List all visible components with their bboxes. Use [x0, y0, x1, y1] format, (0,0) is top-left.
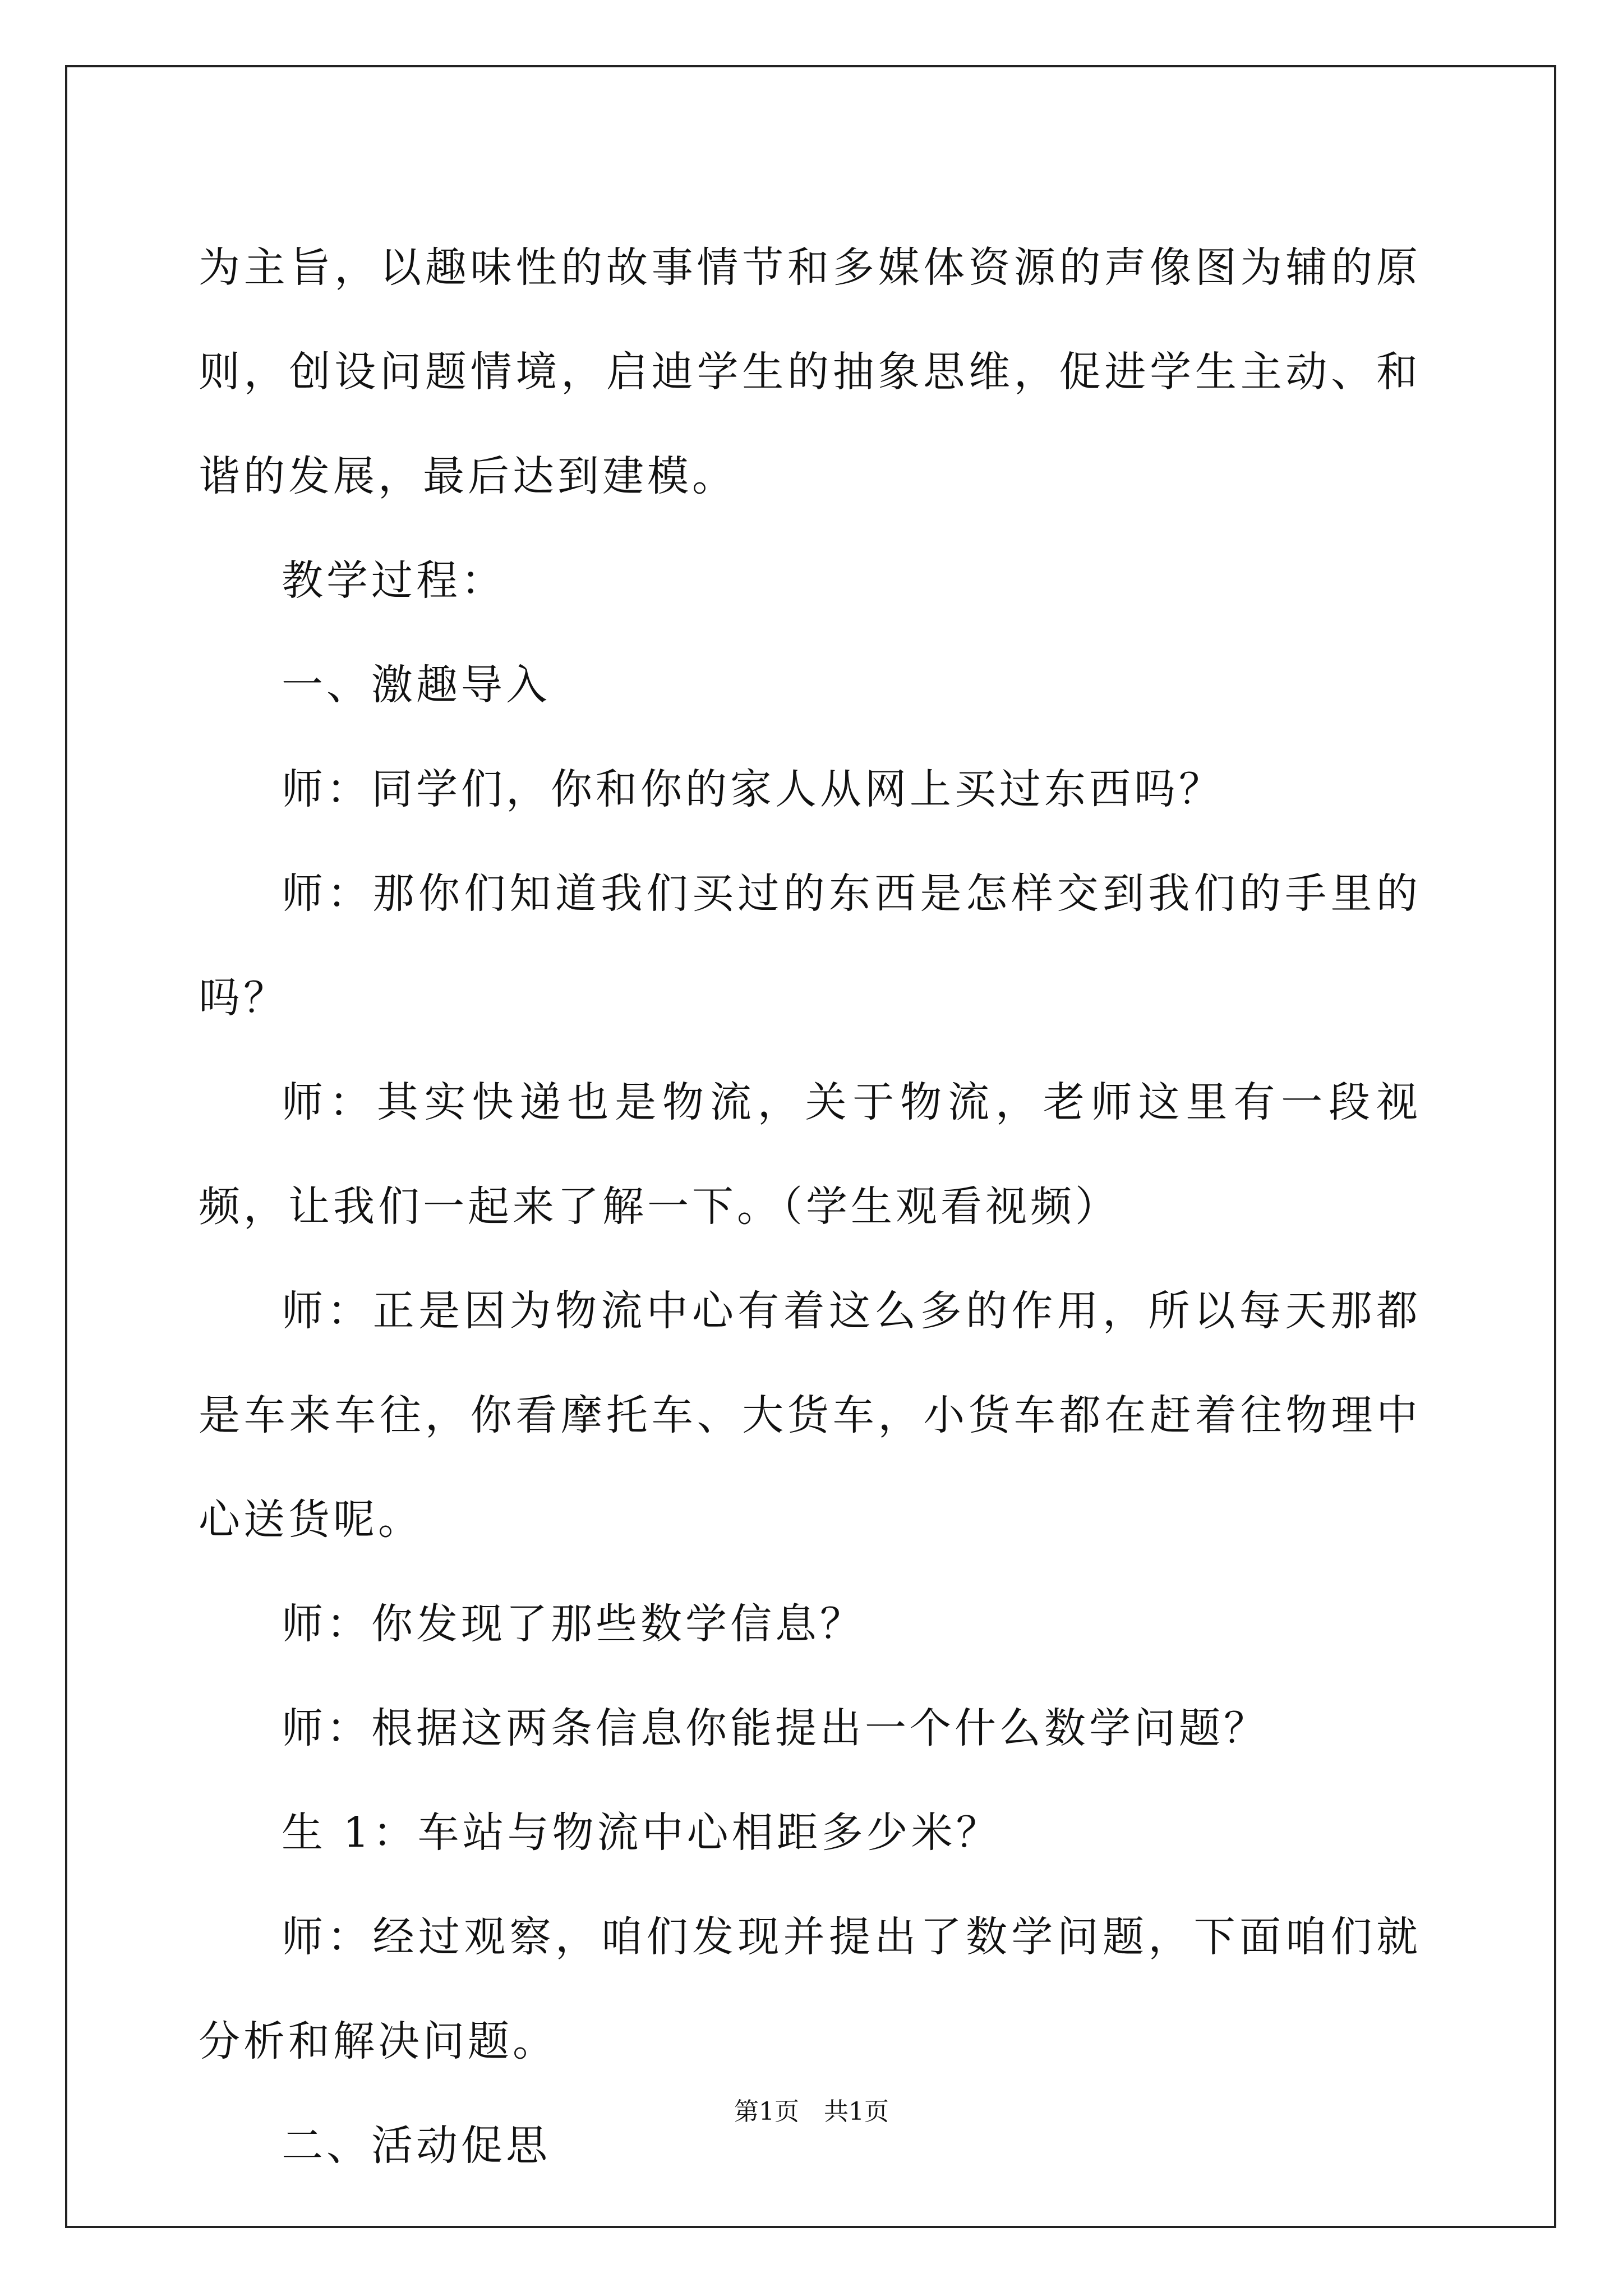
section-heading-2: 二、活动促思 — [282, 2122, 551, 2170]
section-heading-1: 一、激趣导入 — [282, 661, 551, 709]
paragraph-intro-continuation: 为主旨，以趣味性的故事情节和多媒体资源的声像图为辅的原则，创设问题情境，启迪学生的抽象思维，促进学生主动、和谐的发展，最后达到建模。 — [199, 243, 1421, 500]
dialogue-line: 师：同学们，你和你的家人从网上买过东西吗？ — [282, 765, 1224, 813]
page-number-footer: 第1页 共1页 — [734, 2097, 889, 2126]
dialogue-line: 师：你发现了那些数学信息？ — [282, 1600, 865, 1648]
dialogue-line: 师：其实快递也是物流，关于物流，老师这里有一段视频，让我们一起来了解一下。（学生观看视频） — [199, 1078, 1421, 1231]
dialogue-line: 师：经过观察，咱们发现并提出了数学问题，下面咱们就分析和解决问题。 — [199, 1913, 1421, 2065]
dialogue-line: 师：那你们知道我们买过的东西是怎样交到我们的手里的吗？ — [199, 869, 1421, 1022]
dialogue-line: 师：正是因为物流中心有着这么多的作用，所以每天那都是车来车往，你看摩托车、大货车，小货车都在赶着往物理中心送货呢。 — [199, 1287, 1421, 1544]
heading-teaching-process: 教学过程： — [282, 556, 506, 605]
document-body — [199, 215, 1421, 2198]
dialogue-line: 生 1：车站与物流中心相距多少米？ — [282, 1809, 1001, 1857]
dialogue-line: 师：根据这两条信息你能提出一个什么数学问题？ — [282, 1704, 1269, 1752]
